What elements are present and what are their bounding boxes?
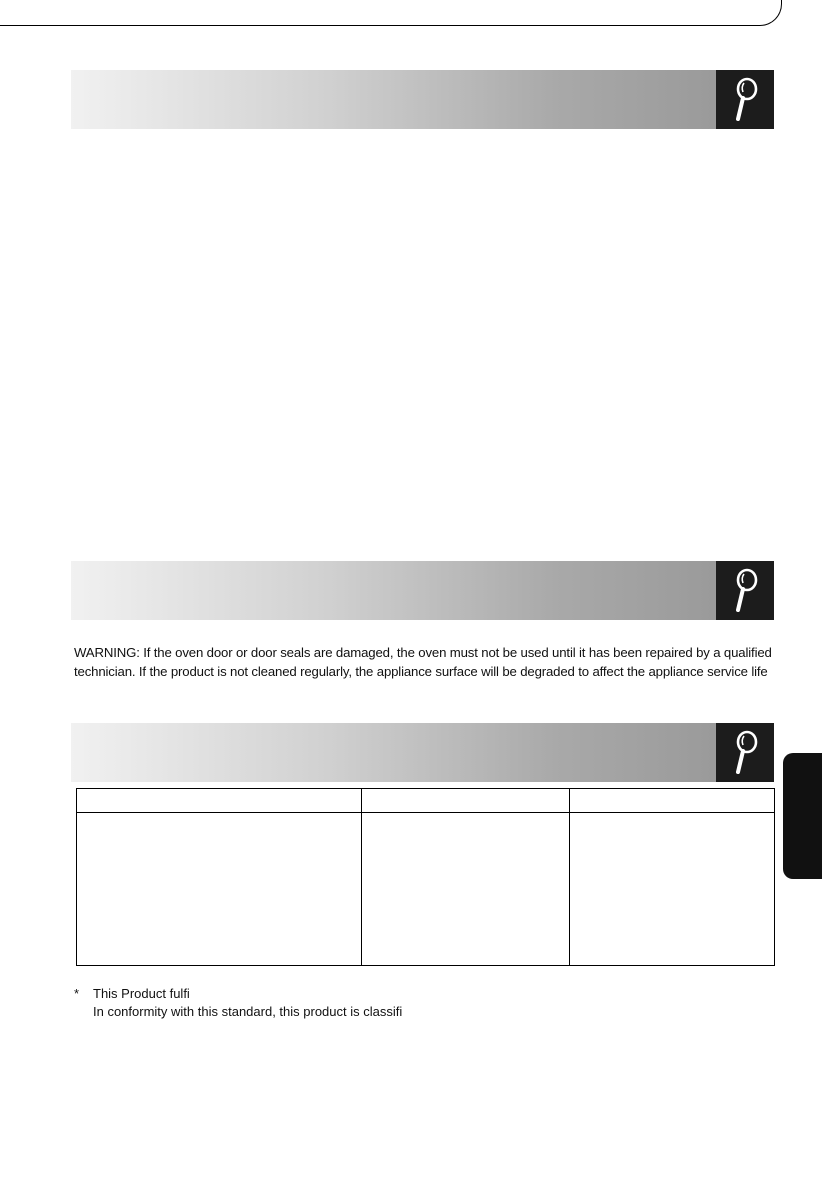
section-icon-box (716, 70, 774, 129)
warning-text (74, 643, 779, 681)
warning-line-1: WARNING: If the oven door or door seals are damaged, the oven must not be used until it has been repaired by a qualified (74, 645, 772, 660)
section-header-gradient (71, 70, 716, 129)
footnote (74, 985, 402, 1021)
table-row (77, 813, 775, 966)
specification-table (76, 788, 775, 966)
section-icon-box (716, 561, 774, 620)
section-header-bar-1 (71, 70, 774, 129)
table-header-row (77, 789, 775, 813)
footnote-line-1: This Product fulfi (93, 986, 190, 1001)
section-icon-box (716, 723, 774, 782)
table-header-cell (570, 789, 775, 813)
magnifier-icon (730, 568, 760, 614)
table-cell (570, 813, 775, 966)
magnifier-icon (730, 77, 760, 123)
footnote-marker: * (74, 986, 80, 1001)
section-header-bar-2 (71, 561, 774, 620)
table-header-cell (77, 789, 362, 813)
section-header-gradient (71, 723, 716, 782)
table-cell (362, 813, 570, 966)
section-header-bar-3 (71, 723, 774, 782)
footnote-line-2: In conformity with this standard, this product is classifi (93, 1004, 403, 1019)
table-cell (77, 813, 362, 966)
magnifier-icon (730, 730, 760, 776)
warning-line-2: technician. If the product is not cleaned regularly, the appliance surface will be degraded to affect the appliance service life (74, 664, 768, 679)
table-header-cell (362, 789, 570, 813)
language-side-tab (783, 753, 822, 879)
section-header-gradient (71, 561, 716, 620)
page-top-rule (0, 0, 782, 26)
